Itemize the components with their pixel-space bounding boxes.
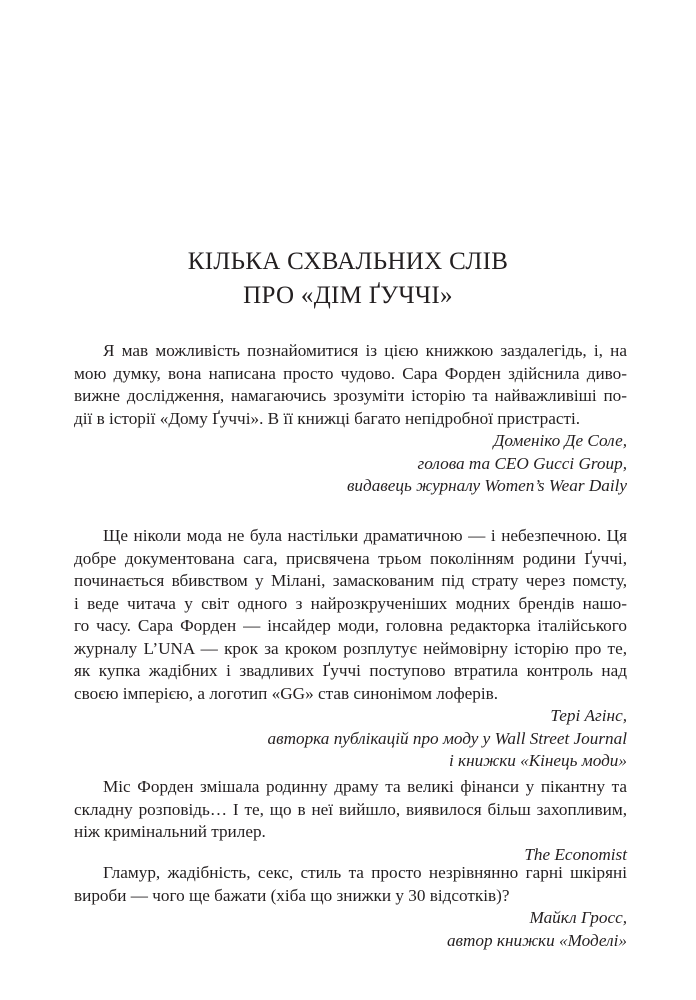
- review-text: [74, 340, 627, 430]
- attribution-line: автор книжки «Моделі»: [446, 930, 627, 950]
- review-the-economist: [74, 776, 627, 866]
- text-line: і веде читача у світ одного з найрозкрученіших модних брендів нашо-: [74, 593, 627, 613]
- title-line: ПРО «ДІМ ҐУЧЧІ»: [243, 281, 453, 309]
- text-line: мою думку, вона написана просто чудово. Сара Форден здійснила диво-: [74, 363, 627, 383]
- text-line: вижне дослідження, намагаючись зрозуміти історію та найважливіші по-: [74, 386, 627, 405]
- attribution-line: голова та CEO Gucci Group,: [417, 453, 627, 473]
- text-line: Я мав можливість познайомитися із цією книжкою заздалегідь, і, на: [103, 341, 627, 360]
- text-line: складну розповідь… І те, що в неї вийшло, виявилося більш захопливим,: [74, 799, 627, 819]
- text-line: журналу L’UNA — крок за кроком розплутує неймовірну історію про те,: [74, 638, 627, 658]
- attribution-line: Доменіко Де Соле,: [493, 431, 627, 450]
- review-domenico-de-sole: [74, 340, 627, 498]
- text-line: починається вбивством у Мілані, замаскованим під страту через помсту,: [74, 571, 627, 590]
- page-title: [0, 245, 696, 313]
- review-text: [74, 862, 627, 907]
- text-line: Ще ніколи мода не була настільки драматичною — і небезпечною. Ця: [103, 526, 627, 545]
- text-line: Міс Форден змішала родинну драму та великі фінанси у пікантну та: [103, 777, 627, 796]
- attribution-line: видавець журналу Women’s Wear Daily: [346, 476, 627, 495]
- text-line: добре документована сага, присвячена трьом поколінням родини Ґуччі,: [74, 548, 627, 568]
- text-line: дії в історії «Дому Ґуччі». В її книжці багато непідробної пристрасті.: [74, 408, 581, 428]
- review-attribution: [74, 705, 627, 773]
- text-line: ніж кримінальний трилер.: [74, 822, 266, 841]
- attribution-line: Майкл Гросс,: [529, 908, 627, 927]
- text-line: як купка жадібних і звадливих Ґуччі поступово втратила контроль над: [74, 661, 627, 680]
- text-line: го часу. Сара Форден — інсайдер моди, головна редакторка італійського: [74, 616, 627, 635]
- review-text: [74, 525, 627, 705]
- review-teri-agins: [74, 525, 627, 773]
- text-line: вироби — чого ще бажати (хіба що знижки у 30 відсотків)?: [74, 885, 510, 905]
- attribution-line: і книжки «Кінець моди»: [448, 751, 627, 770]
- review-text: [74, 776, 627, 844]
- review-michael-gross: [74, 862, 627, 952]
- attribution-line: авторка публікацій про моду у Wall Street Journal: [267, 728, 627, 748]
- text-line: Гламур, жадібність, секс, стиль та просто незрівнянно гарні шкіряні: [103, 863, 627, 882]
- review-attribution: [74, 907, 627, 952]
- title-line: КІЛЬКА СХВАЛЬНИХ СЛІВ: [187, 247, 509, 275]
- attribution-line: Тері Агінс,: [550, 706, 627, 725]
- attribution-line: The Economist: [524, 844, 627, 864]
- review-attribution: [74, 430, 627, 498]
- text-line: своєю імперією, а логотип «GG» став синонімом лоферів.: [74, 683, 499, 703]
